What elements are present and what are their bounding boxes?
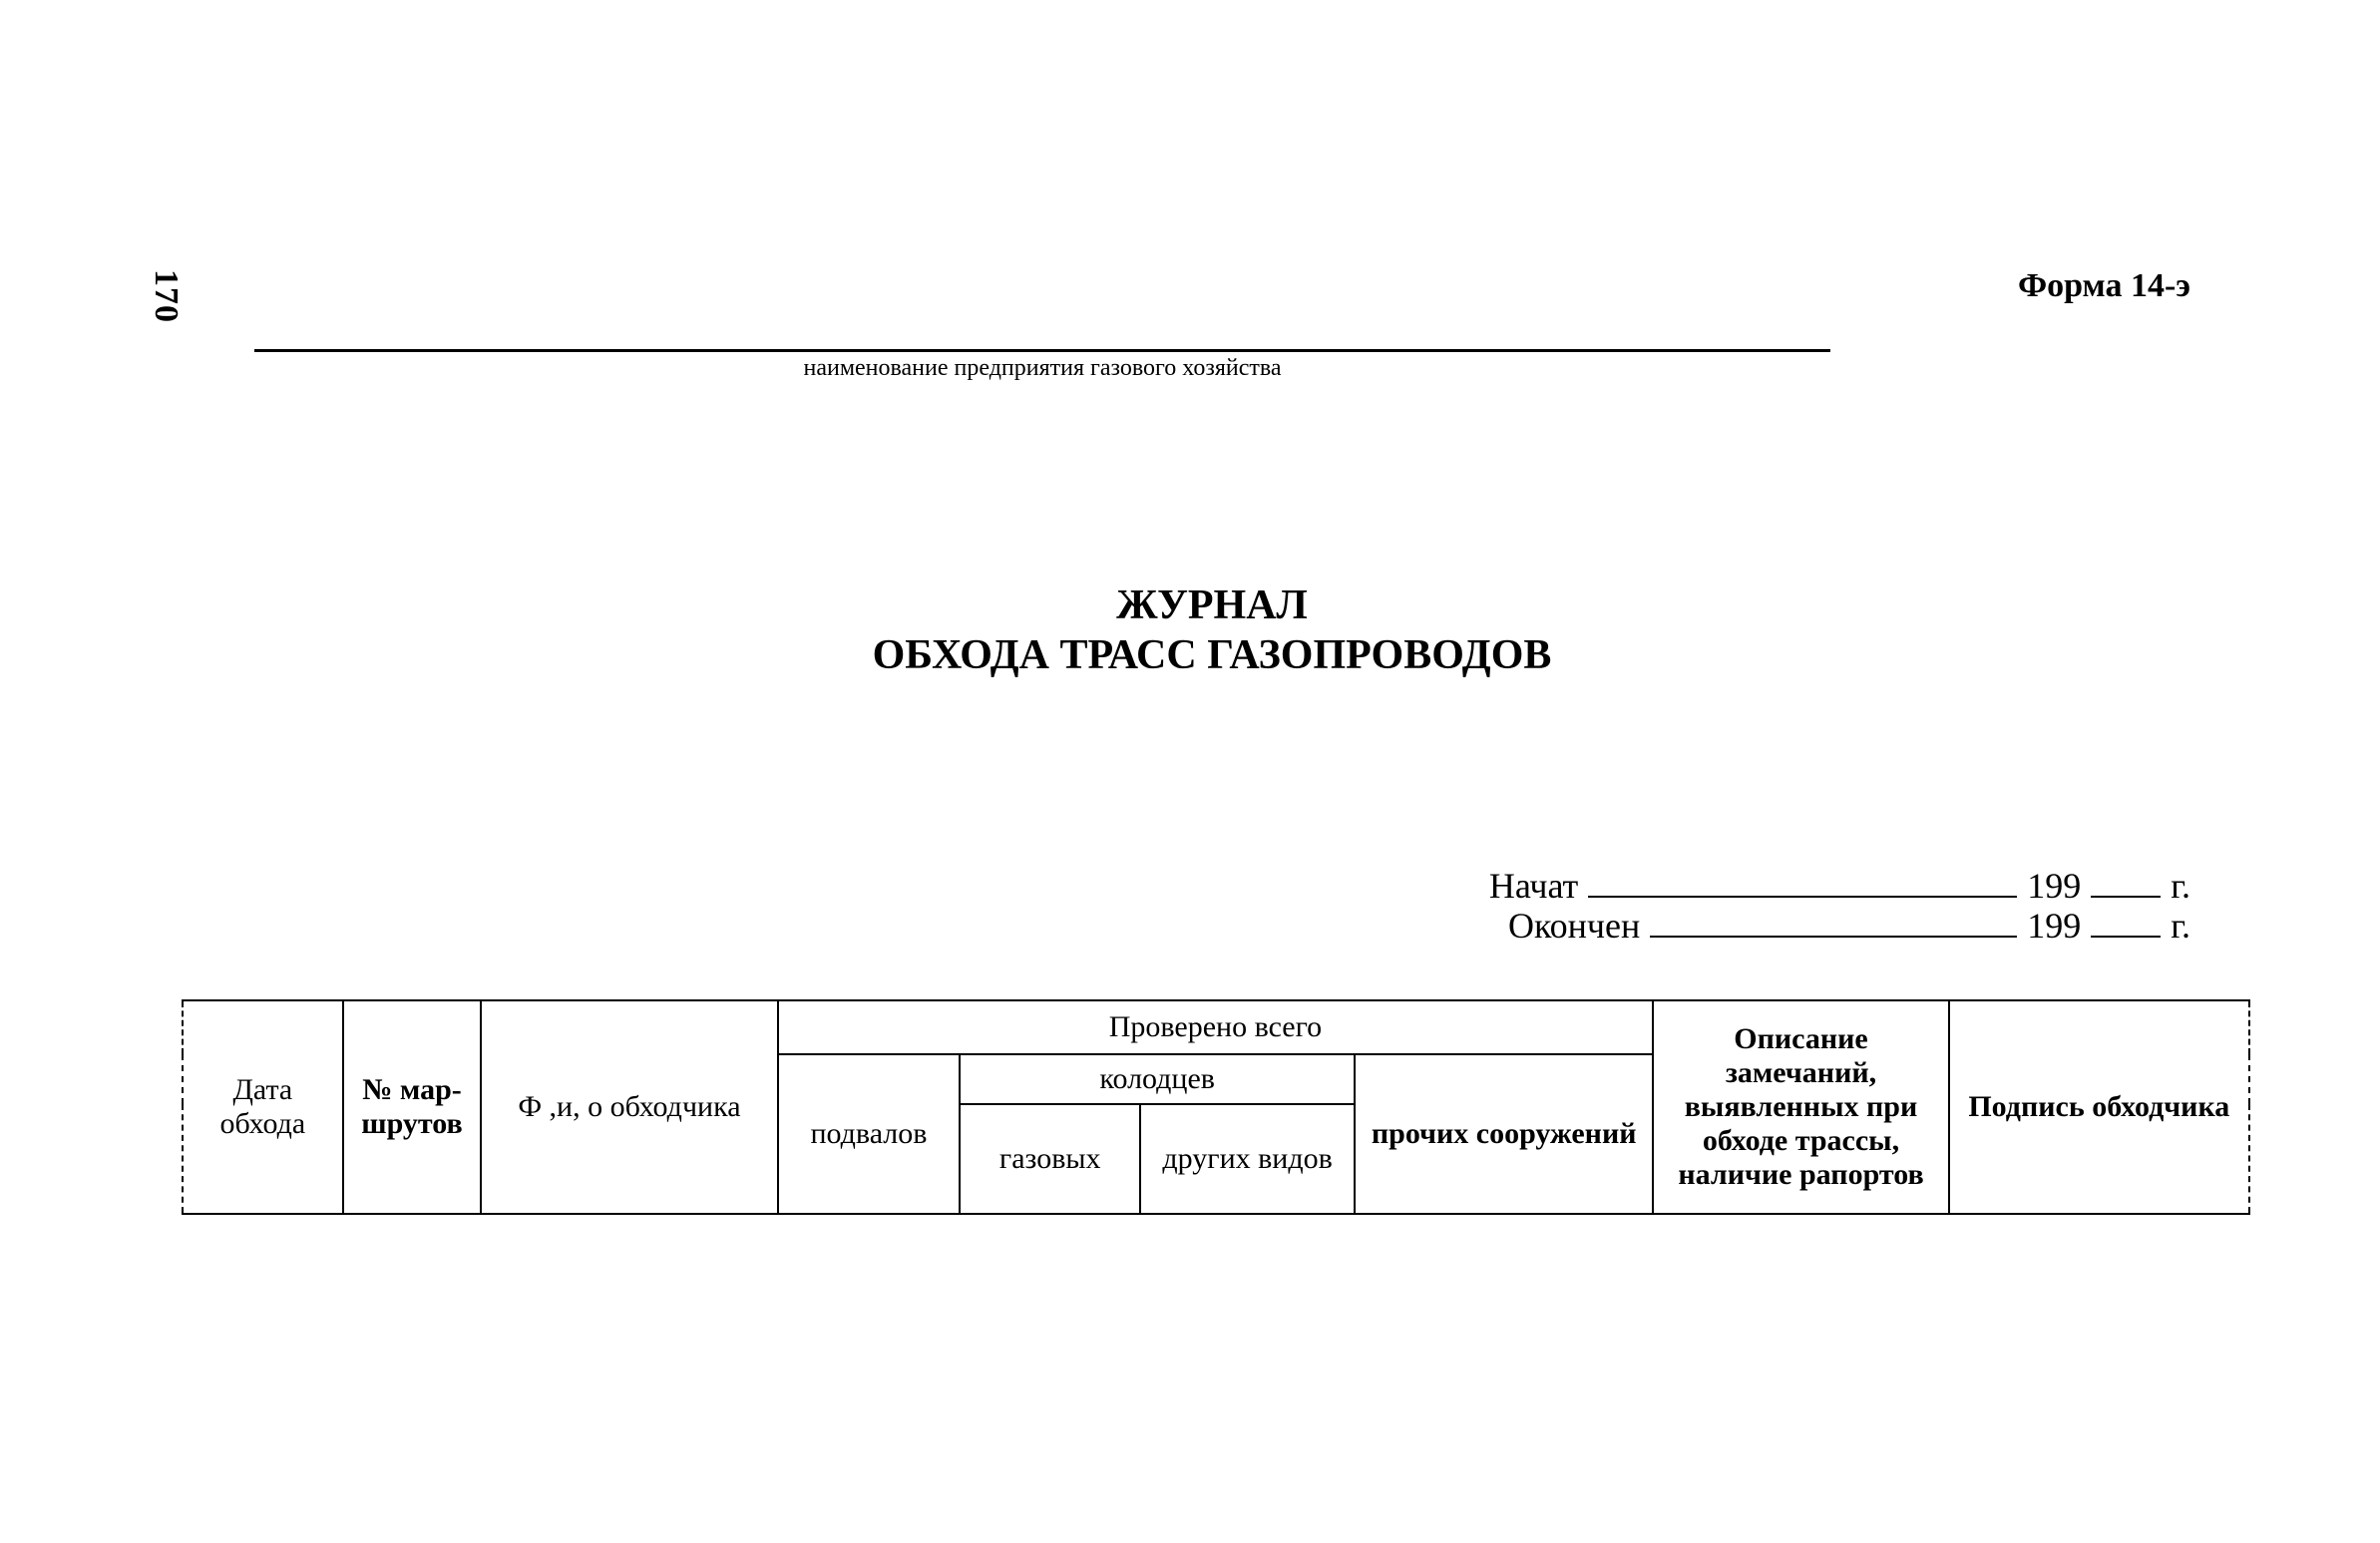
col-description: Описание замечаний, выявленных при обходе трассы, наличие рапортов bbox=[1653, 1000, 1948, 1214]
col-basements: подвалов bbox=[778, 1054, 961, 1214]
started-year-prefix: 199 bbox=[2027, 866, 2082, 906]
started-year-blank bbox=[2091, 866, 2161, 898]
finished-year-blank bbox=[2091, 906, 2161, 938]
started-row bbox=[1489, 866, 2190, 906]
col-other-types: других видов bbox=[1140, 1104, 1355, 1214]
journal-title bbox=[0, 580, 2380, 680]
started-date-blank bbox=[1588, 866, 2017, 898]
title-line-2: ОБХОДА ТРАСС ГАЗОПРОВОДОВ bbox=[872, 632, 1552, 678]
finished-date-blank bbox=[1650, 906, 2017, 938]
col-signature: Подпись обходчика bbox=[1949, 1000, 2249, 1214]
dates-block bbox=[1489, 866, 2190, 946]
finished-label: Окончен bbox=[1508, 906, 1641, 946]
finished-year-prefix: 199 bbox=[2027, 906, 2082, 946]
page-number: 170 bbox=[148, 269, 185, 323]
col-gas: газовых bbox=[960, 1104, 1140, 1214]
finished-row bbox=[1489, 906, 2190, 946]
col-other-structures: прочих сооружений bbox=[1355, 1054, 1653, 1214]
group-checked: Проверено всего bbox=[778, 1000, 1654, 1054]
started-year-suffix: г. bbox=[2171, 866, 2190, 906]
journal-table bbox=[182, 999, 2250, 1215]
col-name: Ф ,и, о обходчика bbox=[481, 1000, 777, 1214]
form-label: Форма 14-э bbox=[2017, 267, 2190, 304]
started-label: Начат bbox=[1488, 866, 1579, 906]
header-row-1 bbox=[183, 1000, 2249, 1054]
organization-line bbox=[254, 349, 1830, 352]
finished-year-suffix: г. bbox=[2171, 906, 2190, 946]
organization-caption: наименование предприятия газового хозяйства bbox=[803, 355, 1282, 381]
col-route: № мар-шрутов bbox=[343, 1000, 482, 1214]
col-date: Дата обхода bbox=[183, 1000, 343, 1214]
title-line-1: ЖУРНАЛ bbox=[1116, 582, 1308, 628]
group-wells: колодцев bbox=[960, 1054, 1355, 1104]
